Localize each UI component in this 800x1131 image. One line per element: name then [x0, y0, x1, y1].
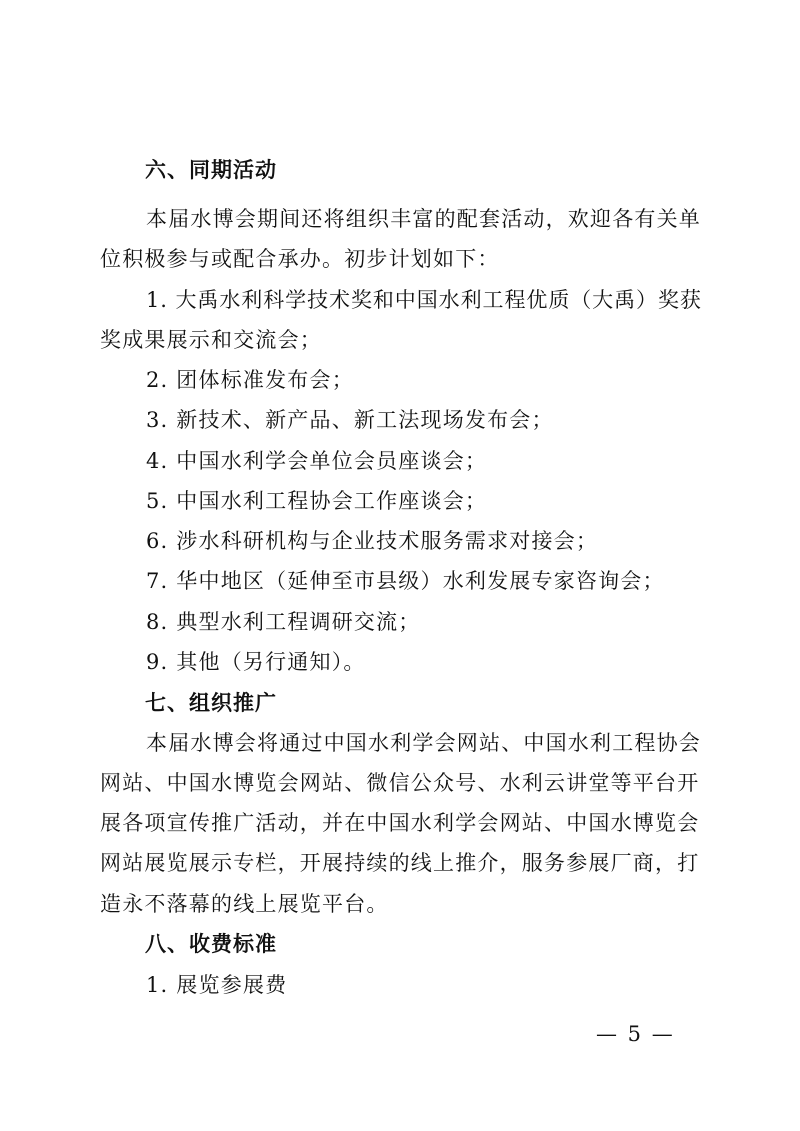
- paragraph-line: 本届水博会将通过中国水利学会网站、中国水利工程协会: [146, 731, 701, 755]
- paragraph-line: 本届水博会期间还将组织丰富的配套活动，欢迎各有关单: [146, 207, 701, 231]
- paragraph-line: 位积极参与或配合承办。初步计划如下：: [100, 247, 500, 271]
- list-item: 6. 涉水科研机构与企业技术服务需求对接会；: [146, 529, 599, 553]
- list-item: 1. 展览参展费: [146, 973, 288, 997]
- section-7-heading: 七、组织推广: [145, 691, 277, 715]
- list-item: 8. 典型水利工程调研交流；: [146, 610, 421, 634]
- paragraph-line: 网站、中国水博览会网站、微信公众号、水利云讲堂等平台开: [100, 771, 700, 795]
- list-item: 3. 新技术、新产品、新工法现场发布会；: [146, 408, 554, 432]
- list-item: 1. 大禹水利科学技术奖和中国水利工程优质（大禹）奖获: [146, 288, 702, 312]
- list-item: 9. 其他（另行通知）。: [146, 650, 366, 674]
- paragraph-line: 网站展览展示专栏，开展持续的线上推介，服务参展厂商，打: [100, 851, 700, 875]
- list-item: 2. 团体标准发布会；: [146, 368, 354, 392]
- list-item: 5. 中国水利工程协会工作座谈会；: [146, 489, 488, 513]
- page-number: — 5 —: [596, 1022, 675, 1046]
- section-6-heading: 六、同期活动: [145, 158, 277, 182]
- section-8-heading: 八、收费标准: [145, 932, 277, 956]
- list-item: 7. 华中地区（延伸至市县级）水利发展专家咨询会；: [146, 569, 665, 593]
- list-item: 4. 中国水利学会单位会员座谈会；: [146, 449, 488, 473]
- list-item-continuation: 奖成果展示和交流会；: [100, 328, 322, 352]
- paragraph-line: 造永不落幕的线上展览平台。: [100, 892, 389, 916]
- paragraph-line: 展各项宣传推广活动，并在中国水利学会网站、中国水博览会: [100, 811, 700, 835]
